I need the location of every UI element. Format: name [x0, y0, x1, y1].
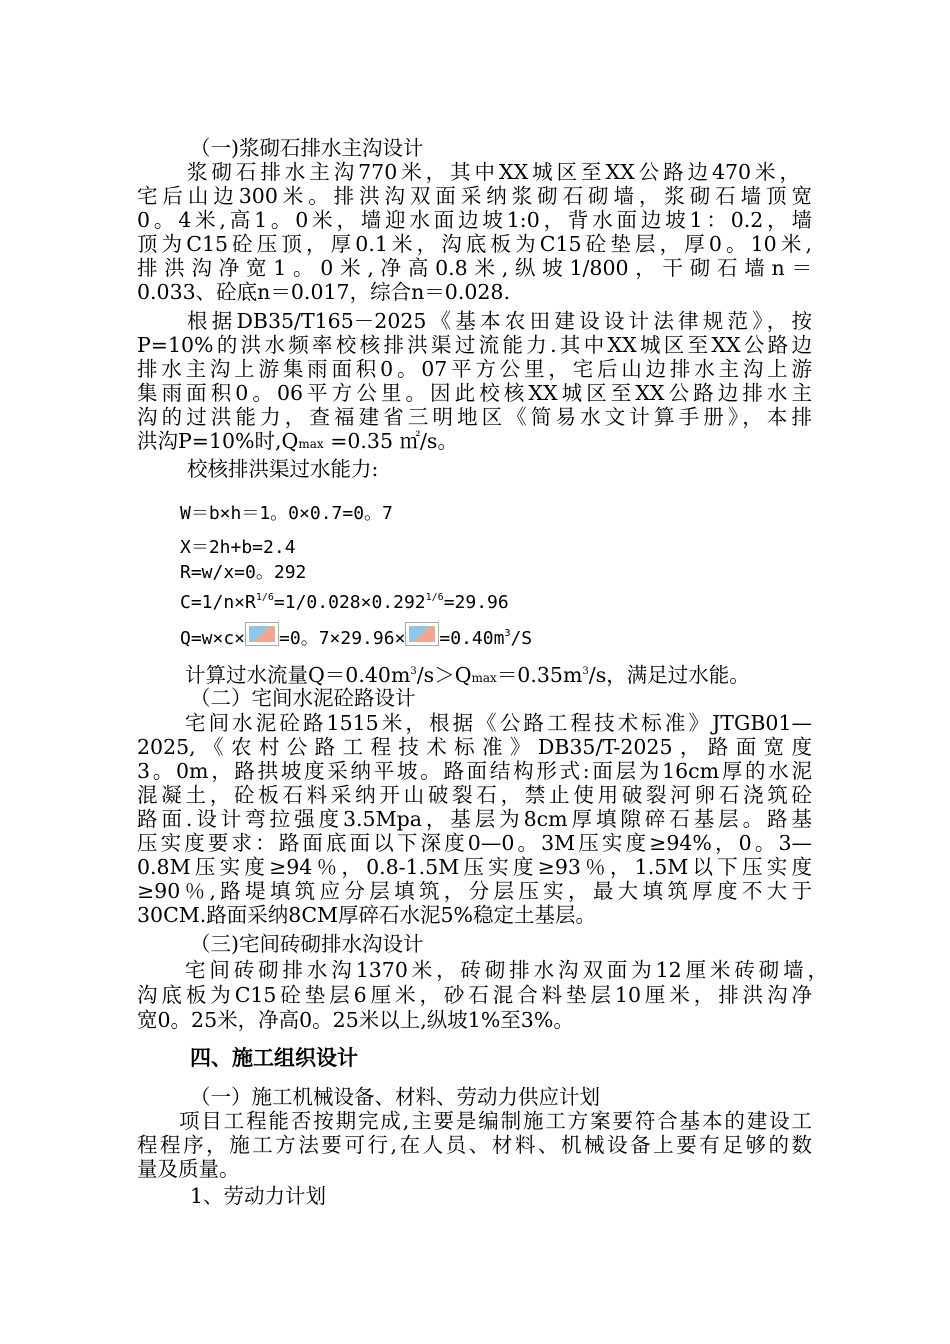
paragraph-line: 0.033、砼底n＝0.017，综合n＝0.028.: [137, 280, 510, 304]
paragraph-line: 集雨面积0。06平方公里。因此校核XX城区至XX公路边排水主: [137, 381, 812, 405]
paragraph-line: 浆砌石排水主沟770米，其中XX城区至XX公路边470米，: [187, 160, 800, 184]
paragraph-line: 排洪沟净宽1。0米,净高0.8米,纵坡1/800，干砌石墙n＝: [137, 256, 812, 280]
broken-image-icon: [245, 622, 279, 646]
paragraph-line: 混凝土，砼板石料采纳开山破裂石，禁止使用破裂河卵石浇筑砼: [137, 783, 812, 807]
paragraph-line: 量及质量。: [137, 1157, 240, 1181]
paragraph-line: 沟底板为C15砼垫层6厘米，砂石混合料垫层10厘米，排洪沟净: [137, 983, 812, 1007]
paragraph-line: 根据DB35/T165－2025《基本农田建设设计法律规范》，按: [187, 309, 812, 333]
flow-result-line: 计算过水流量$Q=0.40m^3/s>Qmax=0.35m^3/s$，满足过水能。: [185, 663, 750, 687]
formula-q: Q=w×c× =0。$7\times 29.96\times =0.40m^3/S$: [180, 622, 532, 651]
formula-x: X＝2h+b=2.4: [180, 537, 296, 558]
paragraph-line: 沟的过洪能力，查福建省三明地区《简易水文计算手册》，本排: [137, 405, 812, 429]
paragraph-line: ≥90％,路堤填筑应分层填筑，分层压实，最大填筑厚度不大于: [137, 879, 812, 903]
paragraph-line: 项目工程能否按期完成,主要是编制施工方案要符合基本的建设工: [179, 1109, 812, 1133]
paragraph-line: 顶为C15砼压顶，厚0.1米，沟底板为C15砼垫层，厚0。10米,: [137, 232, 812, 256]
paragraph-line: 0。4米,高1。0米，墙迎水面边坡1:0，背水面边坡1：0.2，墙: [137, 208, 812, 232]
section-title-brick-ditch: （三)宅间砖砌排水沟设计: [190, 932, 424, 956]
paragraph-line: 路面.设计弯拉强度3.5Mpa，基层为8cm厚填隙碎石基层。路基: [137, 807, 812, 831]
paragraph-line-qmax: 洪沟P=10%时,Qmax =0.35 ㎡/s。: [137, 429, 458, 453]
section-title-masonry-ditch: （一)浆砌石排水主沟设计: [190, 136, 424, 160]
subsection-title: （一）施工机械设备、材料、劳动力供应计划: [190, 1085, 600, 1109]
formula-w: W＝b×h＝1。0×0.7=0。7: [180, 503, 393, 524]
paragraph-line: 宽0。25米，净高0。25米以上,纵坡1%至3%。: [137, 1008, 574, 1032]
formula-r: R=w/x=0。292: [180, 562, 307, 583]
chapter-heading: 四、施工组织设计: [190, 1046, 358, 1070]
section-title-concrete-road: （二）宅间水泥砼路设计: [190, 686, 416, 710]
paragraph-line: 压实度要求：路面底面以下深度0—0。3M压实度≥94%，0。3—: [137, 831, 812, 855]
paragraph-line: 宅后山边300米。排洪沟双面采纳浆砌石砌墙，浆砌石墙顶宽: [137, 184, 812, 208]
paragraph-line: 3。0m，路拱坡度采纳平坡。路面结构形式:面层为16cm厚的水泥: [137, 759, 812, 783]
paragraph-line: 排水主沟上游集雨面积0。07平方公里，宅后山边排水主沟上游: [137, 357, 812, 381]
formula-c: $C=1/n\times R^{1/6}=1/0.028\times 0.292^{1/6}=29.96$: [180, 592, 509, 613]
paragraph-line: 30CM.路面采纳8CM厚碎石水泥5%稳定土基层。: [137, 903, 597, 927]
list-item-labor-plan: 1、劳动力计划: [190, 1184, 327, 1208]
paragraph-line: P=10%的洪水频率校核排洪渠过流能力.其中XX城区至XX公路边: [137, 333, 812, 357]
paragraph-line: 程程序，施工方法要可行,在人员、材料、机械设备上要有足够的数: [137, 1133, 812, 1157]
paragraph-line: 宅间水泥砼路1515米，根据《公路工程技术标准》JTGB01—: [185, 711, 812, 735]
paragraph-line: 2025,《农村公路工程技术标准》DB35/T-2025，路面宽度: [137, 735, 812, 759]
broken-image-icon: [405, 622, 439, 646]
check-capacity-title: 校核排洪渠过水能力:: [187, 457, 379, 481]
paragraph-line: 宅间砖砌排水沟1370米，砖砌排水沟双面为12厘米砖砌墙，: [185, 958, 828, 982]
paragraph-line: 0.8M压实度≥94％，0.8-1.5M压实度≥93％，1.5M以下压实度: [137, 855, 812, 879]
